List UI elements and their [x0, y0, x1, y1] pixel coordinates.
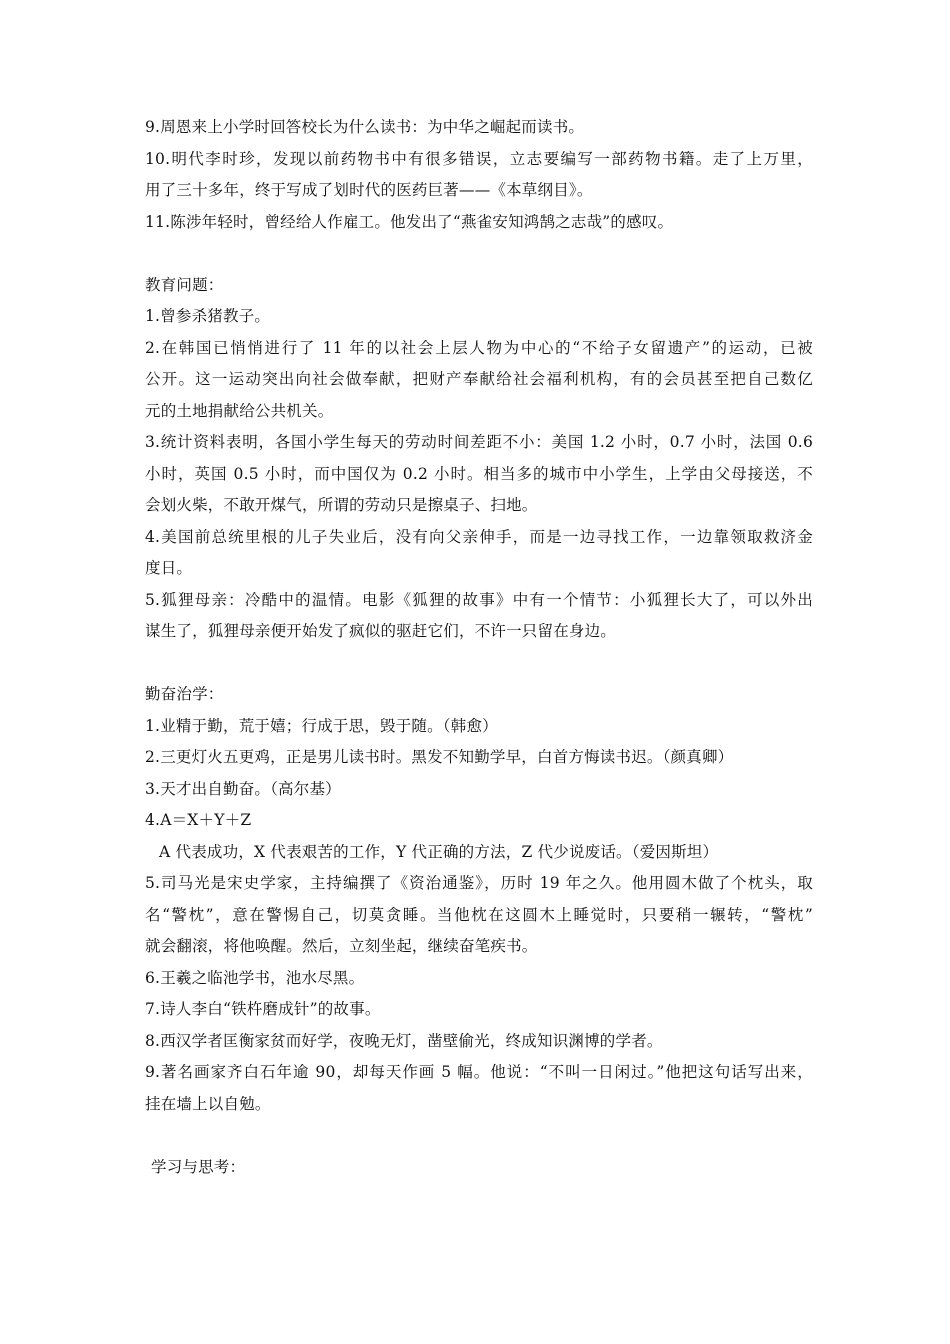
section-spacer	[145, 1120, 813, 1152]
paragraph-line: 10.明代李时珍，发现以前药物书中有很多错误，立志要编写一部药物书籍。走了上万里，	[145, 149, 813, 168]
paragraph-line: 3.统计资料表明，各国小学生每天的劳动时间差距不小：美国 1.2 小时，0.7 小时，法国 0.6	[145, 433, 813, 451]
paragraph-line: 9.著名画家齐白石年逾 90，却每天作画 5 幅。他说：“不叫一日闲过。”他把这句话写出来，	[145, 1063, 813, 1081]
paragraph-line: 8.西汉学者匡衡家贫而好学，夜晚无灯，凿壁偷光，终成知识渊博的学者。	[145, 1031, 663, 1050]
paragraph-line: 谋生了，狐狸母亲便开始发了疯似的驱赶它们，不许一只留在身边。	[145, 622, 617, 640]
section-heading: 勤奋治学：	[145, 685, 224, 703]
paragraph-line: A 代表成功，X 代表艰苦的工作，Y 代正确的方法，Z 代少说废话。（爱因斯坦）	[159, 842, 719, 861]
section-study-thinking	[145, 1152, 813, 1184]
paragraph-line: 元的土地捐献给公共机关。	[145, 401, 334, 420]
paragraph-line: 2.三更灯火五更鸡，正是男儿读书时。黑发不知勤学早，白首方悔读书迟。（颜真卿）	[145, 748, 734, 766]
paragraph-line: 3.天才出自勤奋。（高尔基）	[145, 779, 341, 798]
paragraph-line: 会划火柴，不敢开煤气，所谓的劳动只是擦桌子、扫地。	[145, 496, 538, 514]
paragraph-line: 7.诗人李白“铁杵磨成针”的故事。	[145, 1000, 381, 1018]
paragraph-line: 5.狐狸母亲：冷酷中的温情。电影《狐狸的故事》中有一个情节：小狐狸长大了，可以外出	[145, 590, 813, 609]
paragraph-line: 4.美国前总统里根的儿子失业后，没有向父亲伸手，而是一边寻找工作，一边靠领取救济金	[145, 527, 813, 546]
section-heading: 教育问题：	[145, 275, 224, 294]
section-diligent-study	[145, 679, 813, 1120]
paragraph-line: 度日。	[145, 559, 193, 577]
paragraph-line: 名“警枕”，意在警惕自己，切莫贪睡。当他枕在这圆木上睡觉时，只要稍一辗转，“警枕”	[145, 905, 813, 924]
paragraph-line: 小时，英国 0.5 小时，而中国仅为 0.2 小时。相当多的城市中小学生，上学由父母接送，不	[145, 464, 813, 483]
section-reading-stories	[145, 112, 813, 238]
paragraph-line: 5.司马光是宋史学家，主持编撰了《资治通鉴》，历时 19 年之久。他用圆木做了个枕头，取	[145, 874, 813, 892]
paragraph-line: 公开。这一运动突出向社会做奉献，把财产奉献给社会福利机构，有的会员甚至把自己数亿	[145, 370, 813, 388]
paragraph-line: 4.A＝X＋Y＋Z	[145, 811, 252, 829]
paragraph-line: 用了三十多年，终于写成了划时代的医药巨著——《本草纲目》。	[145, 181, 593, 199]
paragraph-line: 1.曾参杀猪教子。	[145, 307, 271, 325]
paragraph-line: 1.业精于勤，荒于嬉；行成于思，毁于随。（韩愈）	[145, 716, 498, 735]
paragraph-line: 挂在墙上以自勉。	[145, 1094, 271, 1113]
paragraph-line: 11.陈涉年轻时，曾经给人作雇工。他发出了“燕雀安知鸿鹄之志哉”的感叹。	[145, 212, 674, 231]
paragraph-line: 6.王羲之临池学书，池水尽黑。	[145, 968, 365, 987]
document-page	[145, 112, 813, 1183]
section-spacer	[145, 238, 813, 270]
paragraph-line: 就会翻滚，将他唤醒。然后，立刻坐起，继续奋笔疾书。	[145, 937, 538, 955]
paragraph-line: 2.在韩国已悄悄进行了 11 年的以社会上层人物为中心的“不给子女留遗产”的运动，已被	[145, 338, 813, 357]
section-education	[145, 270, 813, 648]
paragraph-line: 9.周恩来上小学时回答校长为什么读书：为中华之崛起而读书。	[145, 118, 585, 136]
section-heading: 学习与思考：	[151, 1157, 246, 1176]
section-spacer	[145, 648, 813, 680]
